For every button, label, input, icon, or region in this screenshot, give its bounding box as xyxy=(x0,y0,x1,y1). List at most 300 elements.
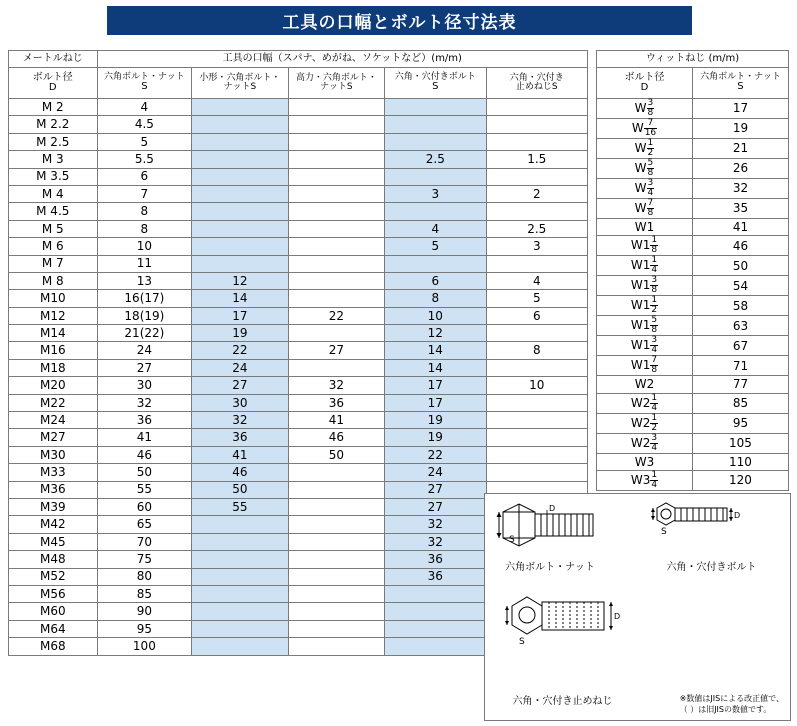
metric-cell-r10-c5: 4 xyxy=(486,272,587,289)
metric-cell-r31-c4 xyxy=(385,638,486,655)
metric-cell-r12-c1: 18(19) xyxy=(97,307,192,324)
metric-cell-r24-c1: 65 xyxy=(97,516,192,533)
whit-cell-r10-c0: W1 $\frac{1}{2}$ xyxy=(597,296,693,316)
table-row xyxy=(597,99,789,119)
table-row xyxy=(597,139,789,159)
whit-cell-r0-c0: W $\frac{3}{8}$ xyxy=(597,99,693,119)
metric-cell-r17-c3: 36 xyxy=(288,394,384,411)
metric-cell-r5-c0: M 4 xyxy=(9,185,98,202)
metric-col-header-1-line1: 六角ボルト・ナット xyxy=(103,72,185,83)
metric-cell-r17-c1: 32 xyxy=(97,394,192,411)
metric-cell-r18-c1: 36 xyxy=(97,412,192,429)
whit-cell-r14-c1: 77 xyxy=(692,376,788,393)
metric-col-header-0 xyxy=(9,68,98,99)
table-row xyxy=(9,394,588,411)
metric-cell-r3-c5: 1.5 xyxy=(486,151,587,168)
table-row xyxy=(9,220,588,237)
metric-cell-r17-c0: M22 xyxy=(9,394,98,411)
table-row xyxy=(9,168,588,185)
metric-cell-r16-c2: 27 xyxy=(192,377,288,394)
metric-cell-r28-c3 xyxy=(288,585,384,602)
metric-cell-r22-c1: 55 xyxy=(97,481,192,498)
whit-cell-r12-c0: W1 $\frac{3}{4}$ xyxy=(597,336,693,356)
metric-cell-r26-c4: 36 xyxy=(385,551,486,568)
metric-cell-r10-c3 xyxy=(288,272,384,289)
metric-cell-r8-c2 xyxy=(192,238,288,255)
dim-d-label-2: D xyxy=(734,511,741,520)
metric-cell-r2-c4 xyxy=(385,133,486,150)
metric-cell-r0-c1: 4 xyxy=(97,99,192,116)
metric-cell-r11-c3 xyxy=(288,290,384,307)
metric-cell-r27-c0: M52 xyxy=(9,568,98,585)
whit-cell-r16-c0: W2 $\frac{1}{2}$ xyxy=(597,413,693,433)
metric-cell-r0-c4 xyxy=(385,99,486,116)
metric-cell-r2-c5 xyxy=(486,133,587,150)
metric-cell-r2-c2 xyxy=(192,133,288,150)
metric-cell-r6-c3 xyxy=(288,203,384,220)
whit-cell-r11-c0: W1 $\frac{5}{8}$ xyxy=(597,316,693,336)
metric-cell-r29-c1: 90 xyxy=(97,603,192,620)
metric-cell-r19-c1: 41 xyxy=(97,429,192,446)
table-row xyxy=(9,446,588,463)
metric-cell-r22-c4: 27 xyxy=(385,481,486,498)
metric-cell-r27-c3 xyxy=(288,568,384,585)
metric-cell-r20-c2: 41 xyxy=(192,446,288,463)
metric-cell-r30-c0: M64 xyxy=(9,620,98,637)
whit-cell-r18-c1: 110 xyxy=(692,453,788,470)
metric-cell-r4-c2 xyxy=(192,168,288,185)
metric-cell-r27-c2 xyxy=(192,568,288,585)
dim-s-label-3: S xyxy=(519,637,525,647)
metric-cell-r18-c3: 41 xyxy=(288,412,384,429)
metric-cell-r6-c1: 8 xyxy=(97,203,192,220)
metric-cell-r17-c5 xyxy=(486,394,587,411)
metric-cell-r13-c3 xyxy=(288,325,384,342)
table-row xyxy=(9,151,588,168)
metric-col-header-4-line1: 六角・穴付きボルト xyxy=(394,72,476,83)
metric-cell-r8-c4: 5 xyxy=(385,238,486,255)
metric-cell-r26-c3 xyxy=(288,551,384,568)
whit-cell-r0-c1: 17 xyxy=(692,99,788,119)
metric-col-header-3-line1: 高力・六角ボルト・ xyxy=(295,72,377,83)
metric-cell-r18-c0: M24 xyxy=(9,412,98,429)
whit-col-header-1-line1: 六角ボルト・ナット xyxy=(700,72,781,83)
metric-cell-r3-c4: 2.5 xyxy=(385,151,486,168)
metric-col-header-5 xyxy=(486,68,587,99)
metric-cell-r21-c0: M33 xyxy=(9,464,98,481)
diagram-note xyxy=(680,693,784,716)
metric-cell-r6-c5 xyxy=(486,203,587,220)
metric-cell-r10-c1: 13 xyxy=(97,272,192,289)
diagram-panel xyxy=(484,493,791,721)
metric-cell-r18-c5 xyxy=(486,412,587,429)
metric-cell-r6-c0: M 4.5 xyxy=(9,203,98,220)
table-row xyxy=(9,238,588,255)
whit-cell-r3-c1: 26 xyxy=(692,159,788,179)
metric-cell-r29-c0: M60 xyxy=(9,603,98,620)
metric-cell-r15-c1: 27 xyxy=(97,359,192,376)
metric-cell-r3-c0: M 3 xyxy=(9,151,98,168)
metric-cell-r13-c4: 12 xyxy=(385,325,486,342)
metric-col-header-3 xyxy=(288,68,384,99)
metric-cell-r4-c3 xyxy=(288,168,384,185)
metric-cell-r11-c2: 14 xyxy=(192,290,288,307)
metric-col-header-5-line1: 六角・穴付き xyxy=(509,72,564,83)
table-row xyxy=(9,255,588,272)
metric-cell-r25-c1: 70 xyxy=(97,533,192,550)
diagram-label-set-screw: 六角・穴付き止めねじ xyxy=(512,696,613,707)
metric-cell-r31-c1: 100 xyxy=(97,638,192,655)
table-row xyxy=(9,342,588,359)
diagram-label-hex-bolt-nut: 六角ボルト・ナット xyxy=(505,562,595,573)
metric-cell-r4-c5 xyxy=(486,168,587,185)
metric-col-header-4-line2: S xyxy=(432,81,439,93)
table-row xyxy=(597,393,789,413)
table-row xyxy=(597,276,789,296)
whit-cell-r15-c0: W2 $\frac{1}{4}$ xyxy=(597,393,693,413)
metric-cell-r16-c0: M20 xyxy=(9,377,98,394)
metric-cell-r12-c3: 22 xyxy=(288,307,384,324)
table-row xyxy=(597,179,789,199)
whit-cell-r19-c0: W3 $\frac{1}{4}$ xyxy=(597,471,693,491)
dim-d-label-3: D xyxy=(614,612,621,621)
metric-group-header-tool: 工具の口幅（スパナ、めがね、ソケットなど）(m/m) xyxy=(97,51,587,68)
whit-cell-r11-c1: 63 xyxy=(692,316,788,336)
whit-cell-r6-c1: 41 xyxy=(692,219,788,236)
metric-cell-r10-c0: M 8 xyxy=(9,272,98,289)
whit-cell-r18-c0: W3 xyxy=(597,453,693,470)
metric-cell-r3-c3 xyxy=(288,151,384,168)
metric-cell-r24-c0: M42 xyxy=(9,516,98,533)
fastener-diagram xyxy=(485,494,788,718)
metric-cell-r13-c1: 21(22) xyxy=(97,325,192,342)
metric-cell-r24-c4: 32 xyxy=(385,516,486,533)
metric-cell-r9-c2 xyxy=(192,255,288,272)
metric-cell-r10-c2: 12 xyxy=(192,272,288,289)
metric-cell-r11-c4: 8 xyxy=(385,290,486,307)
metric-cell-r10-c4: 6 xyxy=(385,272,486,289)
whit-cell-r3-c0: W $\frac{5}{8}$ xyxy=(597,159,693,179)
metric-cell-r16-c1: 30 xyxy=(97,377,192,394)
metric-cell-r2-c0: M 2.5 xyxy=(9,133,98,150)
metric-cell-r28-c1: 85 xyxy=(97,585,192,602)
metric-cell-r0-c2 xyxy=(192,99,288,116)
whit-cell-r13-c1: 71 xyxy=(692,356,788,376)
metric-cell-r18-c4: 19 xyxy=(385,412,486,429)
whit-cell-r12-c1: 67 xyxy=(692,336,788,356)
table-row xyxy=(9,377,588,394)
metric-cell-r25-c2 xyxy=(192,533,288,550)
whit-cell-r19-c1: 120 xyxy=(692,471,788,491)
metric-cell-r24-c3 xyxy=(288,516,384,533)
metric-cell-r21-c5 xyxy=(486,464,587,481)
metric-cell-r30-c1: 95 xyxy=(97,620,192,637)
table-row xyxy=(597,356,789,376)
metric-cell-r29-c4 xyxy=(385,603,486,620)
diagram-note-line2: （ ）は旧JISの数値です。 xyxy=(679,705,772,715)
whit-cell-r9-c0: W1 $\frac{3}{8}$ xyxy=(597,276,693,296)
table-row xyxy=(597,316,789,336)
diagram-label-socket-bolt: 六角・穴付きボルト xyxy=(666,562,757,573)
metric-cell-r16-c3: 32 xyxy=(288,377,384,394)
whit-cell-r5-c1: 35 xyxy=(692,199,788,219)
metric-cell-r13-c2: 19 xyxy=(192,325,288,342)
table-row xyxy=(597,296,789,316)
whit-col-header-0 xyxy=(597,68,693,99)
whit-cell-r8-c1: 50 xyxy=(692,256,788,276)
table-row xyxy=(9,99,588,116)
metric-cell-r7-c3 xyxy=(288,220,384,237)
dim-s-label-2: S xyxy=(661,527,667,537)
metric-cell-r27-c1: 80 xyxy=(97,568,192,585)
whit-cell-r4-c0: W $\frac{3}{4}$ xyxy=(597,179,693,199)
metric-cell-r0-c0: M 2 xyxy=(9,99,98,116)
metric-cell-r1-c5 xyxy=(486,116,587,133)
metric-cell-r1-c3 xyxy=(288,116,384,133)
metric-cell-r19-c0: M27 xyxy=(9,429,98,446)
table-row xyxy=(9,290,588,307)
metric-cell-r19-c5 xyxy=(486,429,587,446)
metric-cell-r22-c2: 50 xyxy=(192,481,288,498)
metric-cell-r15-c2: 24 xyxy=(192,359,288,376)
whit-cell-r4-c1: 32 xyxy=(692,179,788,199)
table-row xyxy=(597,219,789,236)
whit-col-header-0-line1: ボルト径 xyxy=(624,71,665,83)
table-row xyxy=(597,119,789,139)
metric-cell-r20-c0: M30 xyxy=(9,446,98,463)
whit-cell-r1-c0: W $\frac{7}{16}$ xyxy=(597,119,693,139)
table-row xyxy=(597,236,789,256)
metric-cell-r2-c3 xyxy=(288,133,384,150)
metric-cell-r21-c2: 46 xyxy=(192,464,288,481)
whit-cell-r13-c0: W1 $\frac{7}{8}$ xyxy=(597,356,693,376)
metric-cell-r7-c1: 8 xyxy=(97,220,192,237)
metric-cell-r22-c0: M36 xyxy=(9,481,98,498)
metric-cell-r14-c2: 22 xyxy=(192,342,288,359)
metric-cell-r31-c0: M68 xyxy=(9,638,98,655)
metric-cell-r7-c4: 4 xyxy=(385,220,486,237)
metric-cell-r1-c4 xyxy=(385,116,486,133)
dim-d-label-1: D xyxy=(549,504,556,513)
whit-cell-r17-c0: W2 $\frac{3}{4}$ xyxy=(597,433,693,453)
metric-cell-r17-c4: 17 xyxy=(385,394,486,411)
whit-cell-r8-c0: W1 $\frac{1}{4}$ xyxy=(597,256,693,276)
table-row xyxy=(9,429,588,446)
metric-cell-r15-c3 xyxy=(288,359,384,376)
table-row xyxy=(9,272,588,289)
table-row xyxy=(597,453,789,470)
metric-cell-r28-c4 xyxy=(385,585,486,602)
whit-cell-r5-c0: W $\frac{7}{8}$ xyxy=(597,199,693,219)
metric-cell-r6-c4 xyxy=(385,203,486,220)
table-row xyxy=(9,185,588,202)
metric-col-header-2 xyxy=(192,68,288,99)
metric-cell-r5-c3 xyxy=(288,185,384,202)
metric-cell-r23-c2: 55 xyxy=(192,498,288,515)
metric-cell-r1-c1: 4.5 xyxy=(97,116,192,133)
whit-cell-r9-c1: 54 xyxy=(692,276,788,296)
metric-cell-r4-c4 xyxy=(385,168,486,185)
metric-cell-r12-c2: 17 xyxy=(192,307,288,324)
metric-cell-r28-c0: M56 xyxy=(9,585,98,602)
metric-cell-r23-c1: 60 xyxy=(97,498,192,515)
metric-cell-r1-c0: M 2.2 xyxy=(9,116,98,133)
metric-cell-r25-c3 xyxy=(288,533,384,550)
metric-cell-r9-c0: M 7 xyxy=(9,255,98,272)
metric-col-header-2-line2: ナットS xyxy=(223,82,257,92)
metric-col-header-3-line2: ナットS xyxy=(320,82,353,92)
metric-cell-r20-c3: 50 xyxy=(288,446,384,463)
table-row xyxy=(597,471,789,491)
metric-cell-r23-c3 xyxy=(288,498,384,515)
metric-column-header-row xyxy=(9,68,588,99)
metric-cell-r26-c2 xyxy=(192,551,288,568)
metric-cell-r4-c1: 6 xyxy=(97,168,192,185)
metric-cell-r31-c3 xyxy=(288,638,384,655)
metric-cell-r29-c3 xyxy=(288,603,384,620)
metric-cell-r9-c5 xyxy=(486,255,587,272)
metric-cell-r14-c4: 14 xyxy=(385,342,486,359)
whit-col-header-1-line2: S xyxy=(737,81,744,93)
metric-cell-r17-c2: 30 xyxy=(192,394,288,411)
metric-cell-r2-c1: 5 xyxy=(97,133,192,150)
metric-cell-r3-c2 xyxy=(192,151,288,168)
metric-cell-r5-c2 xyxy=(192,185,288,202)
metric-cell-r30-c3 xyxy=(288,620,384,637)
table-row xyxy=(9,412,588,429)
metric-cell-r19-c4: 19 xyxy=(385,429,486,446)
diagram-note-line1: ※数値はJISによる改正値で、 xyxy=(679,693,784,703)
table-row xyxy=(597,433,789,453)
metric-cell-r7-c5: 2.5 xyxy=(486,220,587,237)
whit-column-header-row xyxy=(597,68,789,99)
metric-cell-r11-c5: 5 xyxy=(486,290,587,307)
table-row xyxy=(597,256,789,276)
metric-cell-r7-c2 xyxy=(192,220,288,237)
metric-cell-r30-c2 xyxy=(192,620,288,637)
metric-cell-r14-c0: M16 xyxy=(9,342,98,359)
metric-cell-r21-c4: 24 xyxy=(385,464,486,481)
metric-cell-r26-c0: M48 xyxy=(9,551,98,568)
metric-cell-r11-c0: M10 xyxy=(9,290,98,307)
table-row xyxy=(597,199,789,219)
table-row xyxy=(9,464,588,481)
metric-cell-r13-c0: M14 xyxy=(9,325,98,342)
metric-cell-r9-c1: 11 xyxy=(97,255,192,272)
whit-cell-r6-c0: W1 xyxy=(597,219,693,236)
table-row xyxy=(597,376,789,393)
metric-cell-r16-c4: 17 xyxy=(385,377,486,394)
metric-cell-r0-c3 xyxy=(288,99,384,116)
whit-cell-r7-c1: 46 xyxy=(692,236,788,256)
metric-col-header-0-line1: ボルト径 xyxy=(32,71,73,83)
whit-cell-r16-c1: 95 xyxy=(692,413,788,433)
metric-cell-r18-c2: 32 xyxy=(192,412,288,429)
whit-col-header-1 xyxy=(692,68,788,99)
table-row xyxy=(597,336,789,356)
metric-col-header-5-line2: 止めねじS xyxy=(515,82,558,92)
metric-cell-r15-c0: M18 xyxy=(9,359,98,376)
metric-cell-r8-c3 xyxy=(288,238,384,255)
metric-cell-r14-c3: 27 xyxy=(288,342,384,359)
metric-cell-r19-c2: 36 xyxy=(192,429,288,446)
metric-cell-r1-c2 xyxy=(192,116,288,133)
dim-s-label-1: S xyxy=(509,535,515,545)
metric-col-header-1 xyxy=(97,68,192,99)
metric-cell-r24-c2 xyxy=(192,516,288,533)
metric-group-header-row xyxy=(9,51,588,68)
metric-cell-r31-c2 xyxy=(192,638,288,655)
metric-cell-r9-c3 xyxy=(288,255,384,272)
metric-cell-r29-c2 xyxy=(192,603,288,620)
metric-cell-r8-c5: 3 xyxy=(486,238,587,255)
metric-col-header-1-line2: S xyxy=(141,81,148,93)
table-row xyxy=(597,413,789,433)
metric-cell-r8-c0: M 6 xyxy=(9,238,98,255)
whitworth-table-body xyxy=(597,99,789,491)
metric-cell-r5-c5: 2 xyxy=(486,185,587,202)
whit-cell-r7-c0: W1 $\frac{1}{8}$ xyxy=(597,236,693,256)
metric-cell-r12-c0: M12 xyxy=(9,307,98,324)
metric-cell-r0-c5 xyxy=(486,99,587,116)
metric-cell-r14-c1: 24 xyxy=(97,342,192,359)
page-title: 工具の口幅とボルト径寸法表 xyxy=(107,6,692,35)
metric-col-header-0-line2: D xyxy=(48,82,57,93)
metric-cell-r21-c3 xyxy=(288,464,384,481)
whit-cell-r14-c0: W2 xyxy=(597,376,693,393)
metric-cell-r15-c5 xyxy=(486,359,587,376)
whit-col-header-0-line2: D xyxy=(640,82,649,93)
metric-cell-r4-c0: M 3.5 xyxy=(9,168,98,185)
whitworth-table xyxy=(596,50,789,491)
metric-cell-r3-c1: 5.5 xyxy=(97,151,192,168)
metric-cell-r25-c0: M45 xyxy=(9,533,98,550)
metric-cell-r25-c4: 32 xyxy=(385,533,486,550)
metric-cell-r22-c3 xyxy=(288,481,384,498)
metric-col-header-2-line1: 小形・六角ボルト・ xyxy=(199,72,281,83)
metric-cell-r5-c4: 3 xyxy=(385,185,486,202)
metric-cell-r8-c1: 10 xyxy=(97,238,192,255)
metric-cell-r14-c5: 8 xyxy=(486,342,587,359)
metric-cell-r12-c4: 10 xyxy=(385,307,486,324)
metric-cell-r11-c1: 16(17) xyxy=(97,290,192,307)
metric-cell-r28-c2 xyxy=(192,585,288,602)
whit-group-header-row xyxy=(597,51,789,68)
metric-cell-r7-c0: M 5 xyxy=(9,220,98,237)
metric-cell-r23-c4: 27 xyxy=(385,498,486,515)
whit-group-header: ウィットねじ (m/m) xyxy=(597,51,789,68)
metric-cell-r20-c1: 46 xyxy=(97,446,192,463)
table-row xyxy=(9,307,588,324)
metric-cell-r9-c4 xyxy=(385,255,486,272)
metric-group-header-left: メートルねじ xyxy=(9,51,98,68)
whit-cell-r17-c1: 105 xyxy=(692,433,788,453)
metric-cell-r23-c0: M39 xyxy=(9,498,98,515)
metric-cell-r20-c4: 22 xyxy=(385,446,486,463)
metric-cell-r16-c5: 10 xyxy=(486,377,587,394)
metric-cell-r19-c3: 46 xyxy=(288,429,384,446)
table-row xyxy=(9,133,588,150)
metric-cell-r26-c1: 75 xyxy=(97,551,192,568)
metric-cell-r13-c5 xyxy=(486,325,587,342)
table-row xyxy=(9,359,588,376)
table-row xyxy=(9,203,588,220)
metric-cell-r27-c4: 36 xyxy=(385,568,486,585)
metric-cell-r20-c5 xyxy=(486,446,587,463)
whit-cell-r2-c1: 21 xyxy=(692,139,788,159)
whit-cell-r10-c1: 58 xyxy=(692,296,788,316)
metric-cell-r6-c2 xyxy=(192,203,288,220)
